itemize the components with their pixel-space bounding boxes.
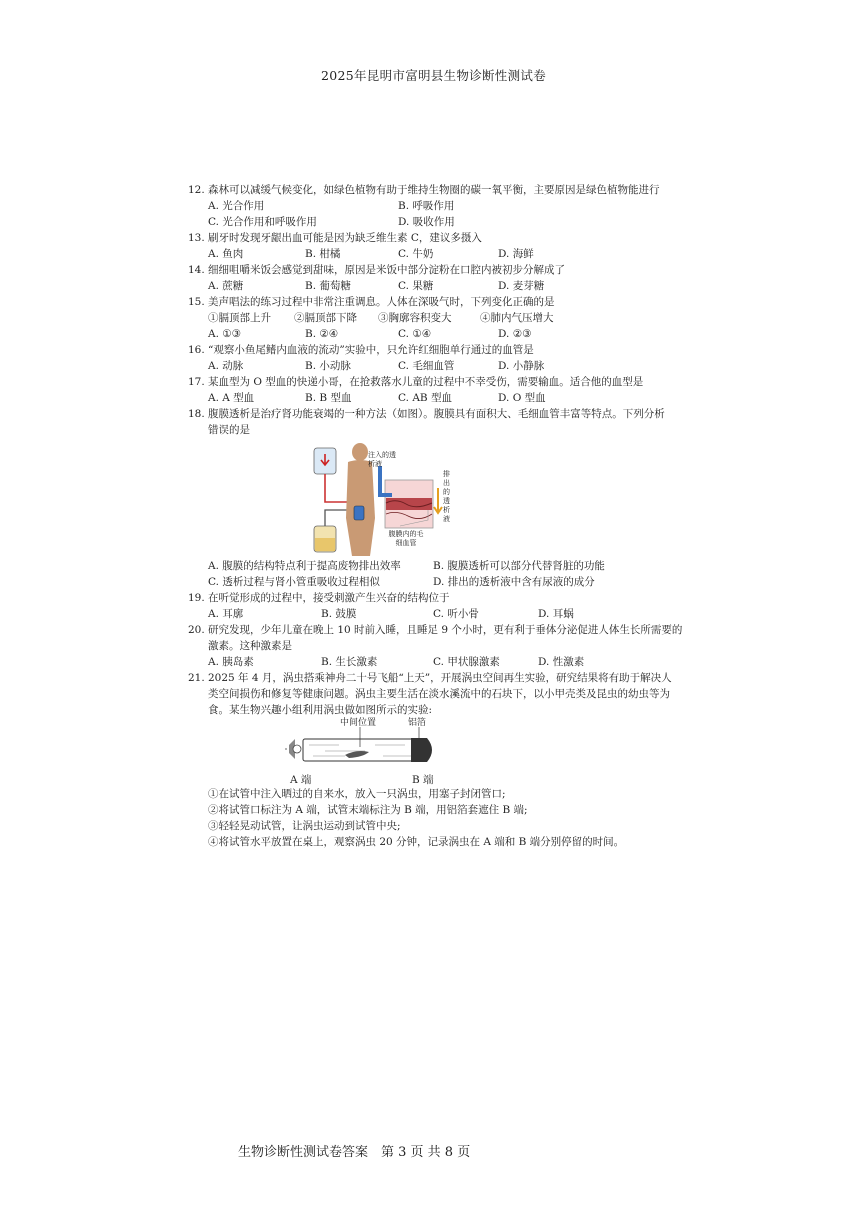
question-number: 12.	[188, 184, 205, 196]
option-d: D. O 型血	[498, 392, 546, 404]
option-d: D. 吸收作用	[398, 216, 455, 228]
experiment-step-4: ④将试管水平放置在桌上，观察涡虫 20 分钟，记录涡虫在 A 端和 B 端分别停留的时间。	[208, 836, 625, 848]
option-b: B. 呼吸作用	[398, 200, 455, 212]
question-20	[188, 622, 688, 638]
outflow-arrow-icon	[434, 488, 442, 513]
label-end-a: A 端	[290, 774, 312, 786]
option-c: C. 听小骨	[433, 608, 479, 620]
statement-4: ④肺内气压增大	[480, 312, 554, 324]
question-text-continued: 类空间损伤和修复等健康问题。涡虫主要生活在淡水溪流中的石块下，以小甲壳类及昆虫的幼虫等为	[208, 688, 670, 700]
option-a: A. 腹膜的结构特点利于提高废物排出效率	[208, 560, 401, 572]
option-c: C. 透析过程与肾小管重吸收过程相似	[208, 576, 380, 588]
statement-1: ①膈顶部上升	[208, 312, 271, 324]
options-row	[208, 654, 688, 670]
question-14	[188, 262, 688, 278]
question-15	[188, 294, 688, 310]
option-c: C. ①④	[398, 328, 432, 340]
option-c: C. AB 型血	[398, 392, 452, 404]
option-c: C. 毛细血管	[398, 360, 455, 372]
page-title: 2025年昆明市富明县生物诊断性测试卷	[320, 68, 546, 83]
question-text: 在听觉形成的过程中，接受刺激产生兴奋的结构位于	[208, 592, 450, 604]
options-row	[208, 326, 688, 342]
question-text: 某血型为 O 型血的快递小哥，在抢救落水儿童的过程中不幸受伤，需要输血。适合他的血型是	[208, 376, 644, 388]
option-c: C. 光合作用和呼吸作用	[208, 216, 317, 228]
options-row	[208, 246, 688, 262]
options-row	[208, 390, 688, 406]
question-text-continued: 激素。这种激素是	[208, 640, 292, 652]
question-number: 18.	[188, 408, 205, 420]
question-text-continued: 食。某生物兴趣小组利用涡虫做如图所示的实验:	[208, 704, 433, 716]
option-c: C. 甲状腺激素	[433, 656, 500, 668]
option-a: A. 耳廓	[208, 608, 244, 620]
option-d: D. 性激素	[538, 656, 585, 668]
options-row	[208, 198, 688, 214]
question-number: 17.	[188, 376, 205, 388]
options-row	[208, 558, 688, 574]
label-end-b: B 端	[412, 774, 434, 786]
option-b: B. B 型血	[305, 392, 352, 404]
question-text: 细细咀嚼米饭会感觉到甜味，原因是米饭中部分淀粉在口腔内被初步分解成了	[208, 264, 565, 276]
option-a: A. ①③	[208, 328, 242, 340]
question-16	[188, 342, 688, 358]
question-number: 14.	[188, 264, 205, 276]
option-b: B. 腹膜透析可以部分代替肾脏的功能	[433, 560, 605, 572]
question-text: “观察小鱼尾鳍内血液的流动”实验中，只允许红细胞单行通过的血管是	[208, 344, 534, 356]
label-middle-position: 中间位置	[340, 718, 377, 728]
experiment-step-3: ③轻轻晃动试管，让涡虫运动到试管中央;	[208, 820, 401, 832]
foil-cap	[411, 738, 432, 762]
option-d: D. 排出的透析液中含有尿液的成分	[433, 576, 595, 588]
option-d: D. ②③	[498, 328, 532, 340]
question-text: 森林可以减缓气候变化，如绿色植物有助于维持生物圈的碳一氧平衡，主要原因是绿色植物能进行	[208, 184, 660, 196]
option-d: D. 小静脉	[498, 360, 545, 372]
option-b: B. 生长激素	[321, 656, 378, 668]
option-c: C. 牛奶	[398, 248, 434, 260]
question-18	[188, 406, 688, 422]
question-text: 腹膜透析是治疗肾功能衰竭的一种方法（如图）。腹膜具有面积大、毛细血管丰富等特点。下列分析	[208, 408, 665, 420]
option-b: B. 鼓膜	[321, 608, 357, 620]
label-peritoneal-capillary: 腹膜内的毛细血管	[388, 530, 424, 547]
option-b: B. 柑橘	[305, 248, 341, 260]
question-number: 16.	[188, 344, 205, 356]
option-b: B. 小动脉	[305, 360, 351, 372]
question-12	[188, 182, 688, 198]
question-number: 21.	[188, 672, 205, 684]
question-text-continued: 错误的是	[208, 424, 250, 436]
label-aluminum-foil: 铝箔	[408, 718, 427, 728]
question-text: 美声唱法的练习过程中非常注重调息。人体在深吸气时，下列变化正确的是	[208, 296, 555, 308]
option-a: A. 蔗糖	[208, 280, 244, 292]
question-text: 刷牙时发现牙龈出血可能是因为缺乏维生素 C，建议多摄入	[208, 232, 482, 244]
option-a: A. 胰岛素	[208, 656, 254, 668]
human-silhouette	[352, 443, 368, 461]
statements-row	[208, 310, 688, 326]
label-injected-dialysate: 注入的透析液	[368, 451, 396, 468]
question-text: 研究发现，少年儿童在晚上 10 时前入睡，且睡足 9 个小时，更有利于垂体分泌促进人体生长所需要的	[208, 624, 683, 636]
question-21	[188, 670, 688, 686]
question-text: 2025 年 4 月，涡虫搭乘神舟二十号飞船“上天”，开展涡虫空间再生实验，研究结果将有助于解决人	[208, 672, 672, 684]
option-b: B. ②④	[305, 328, 339, 340]
options-row	[208, 214, 688, 230]
option-d: D. 海鲜	[498, 248, 534, 260]
options-row	[208, 606, 688, 622]
experiment-step-1: ①在试管中注入晒过的自来水，放入一只涡虫，用塞子封闭管口;	[208, 788, 506, 800]
question-13	[188, 230, 688, 246]
option-b: B. 葡萄糖	[305, 280, 351, 292]
options-row	[208, 278, 688, 294]
option-d: D. 耳蜗	[538, 608, 574, 620]
question-number: 19.	[188, 592, 205, 604]
option-a: A. 光合作用	[208, 200, 265, 212]
question-number: 15.	[188, 296, 205, 308]
statement-3: ③胸廓容积变大	[378, 312, 452, 324]
statement-2: ②膈顶部下降	[294, 312, 357, 324]
label-drained-dialysate: 排出的透析液	[443, 470, 450, 523]
options-row	[208, 574, 688, 590]
question-number: 13.	[188, 232, 205, 244]
options-row	[208, 358, 688, 374]
question-19	[188, 590, 688, 606]
page-footer: 生物诊断性测试卷答案 第 3 页 共 8 页	[238, 1145, 471, 1160]
option-a: A. 动脉	[208, 360, 244, 372]
option-a: A. 鱼肉	[208, 248, 244, 260]
question-number: 20.	[188, 624, 205, 636]
option-c: C. 果糖	[398, 280, 434, 292]
test-tube	[303, 739, 421, 761]
experiment-step-2: ②将试管口标注为 A 端，试管末端标注为 B 端，用铝箔套遮住 B 端;	[208, 804, 528, 816]
question-17	[188, 374, 688, 390]
option-a: A. A 型血	[208, 392, 255, 404]
option-d: D. 麦芽糖	[498, 280, 545, 292]
